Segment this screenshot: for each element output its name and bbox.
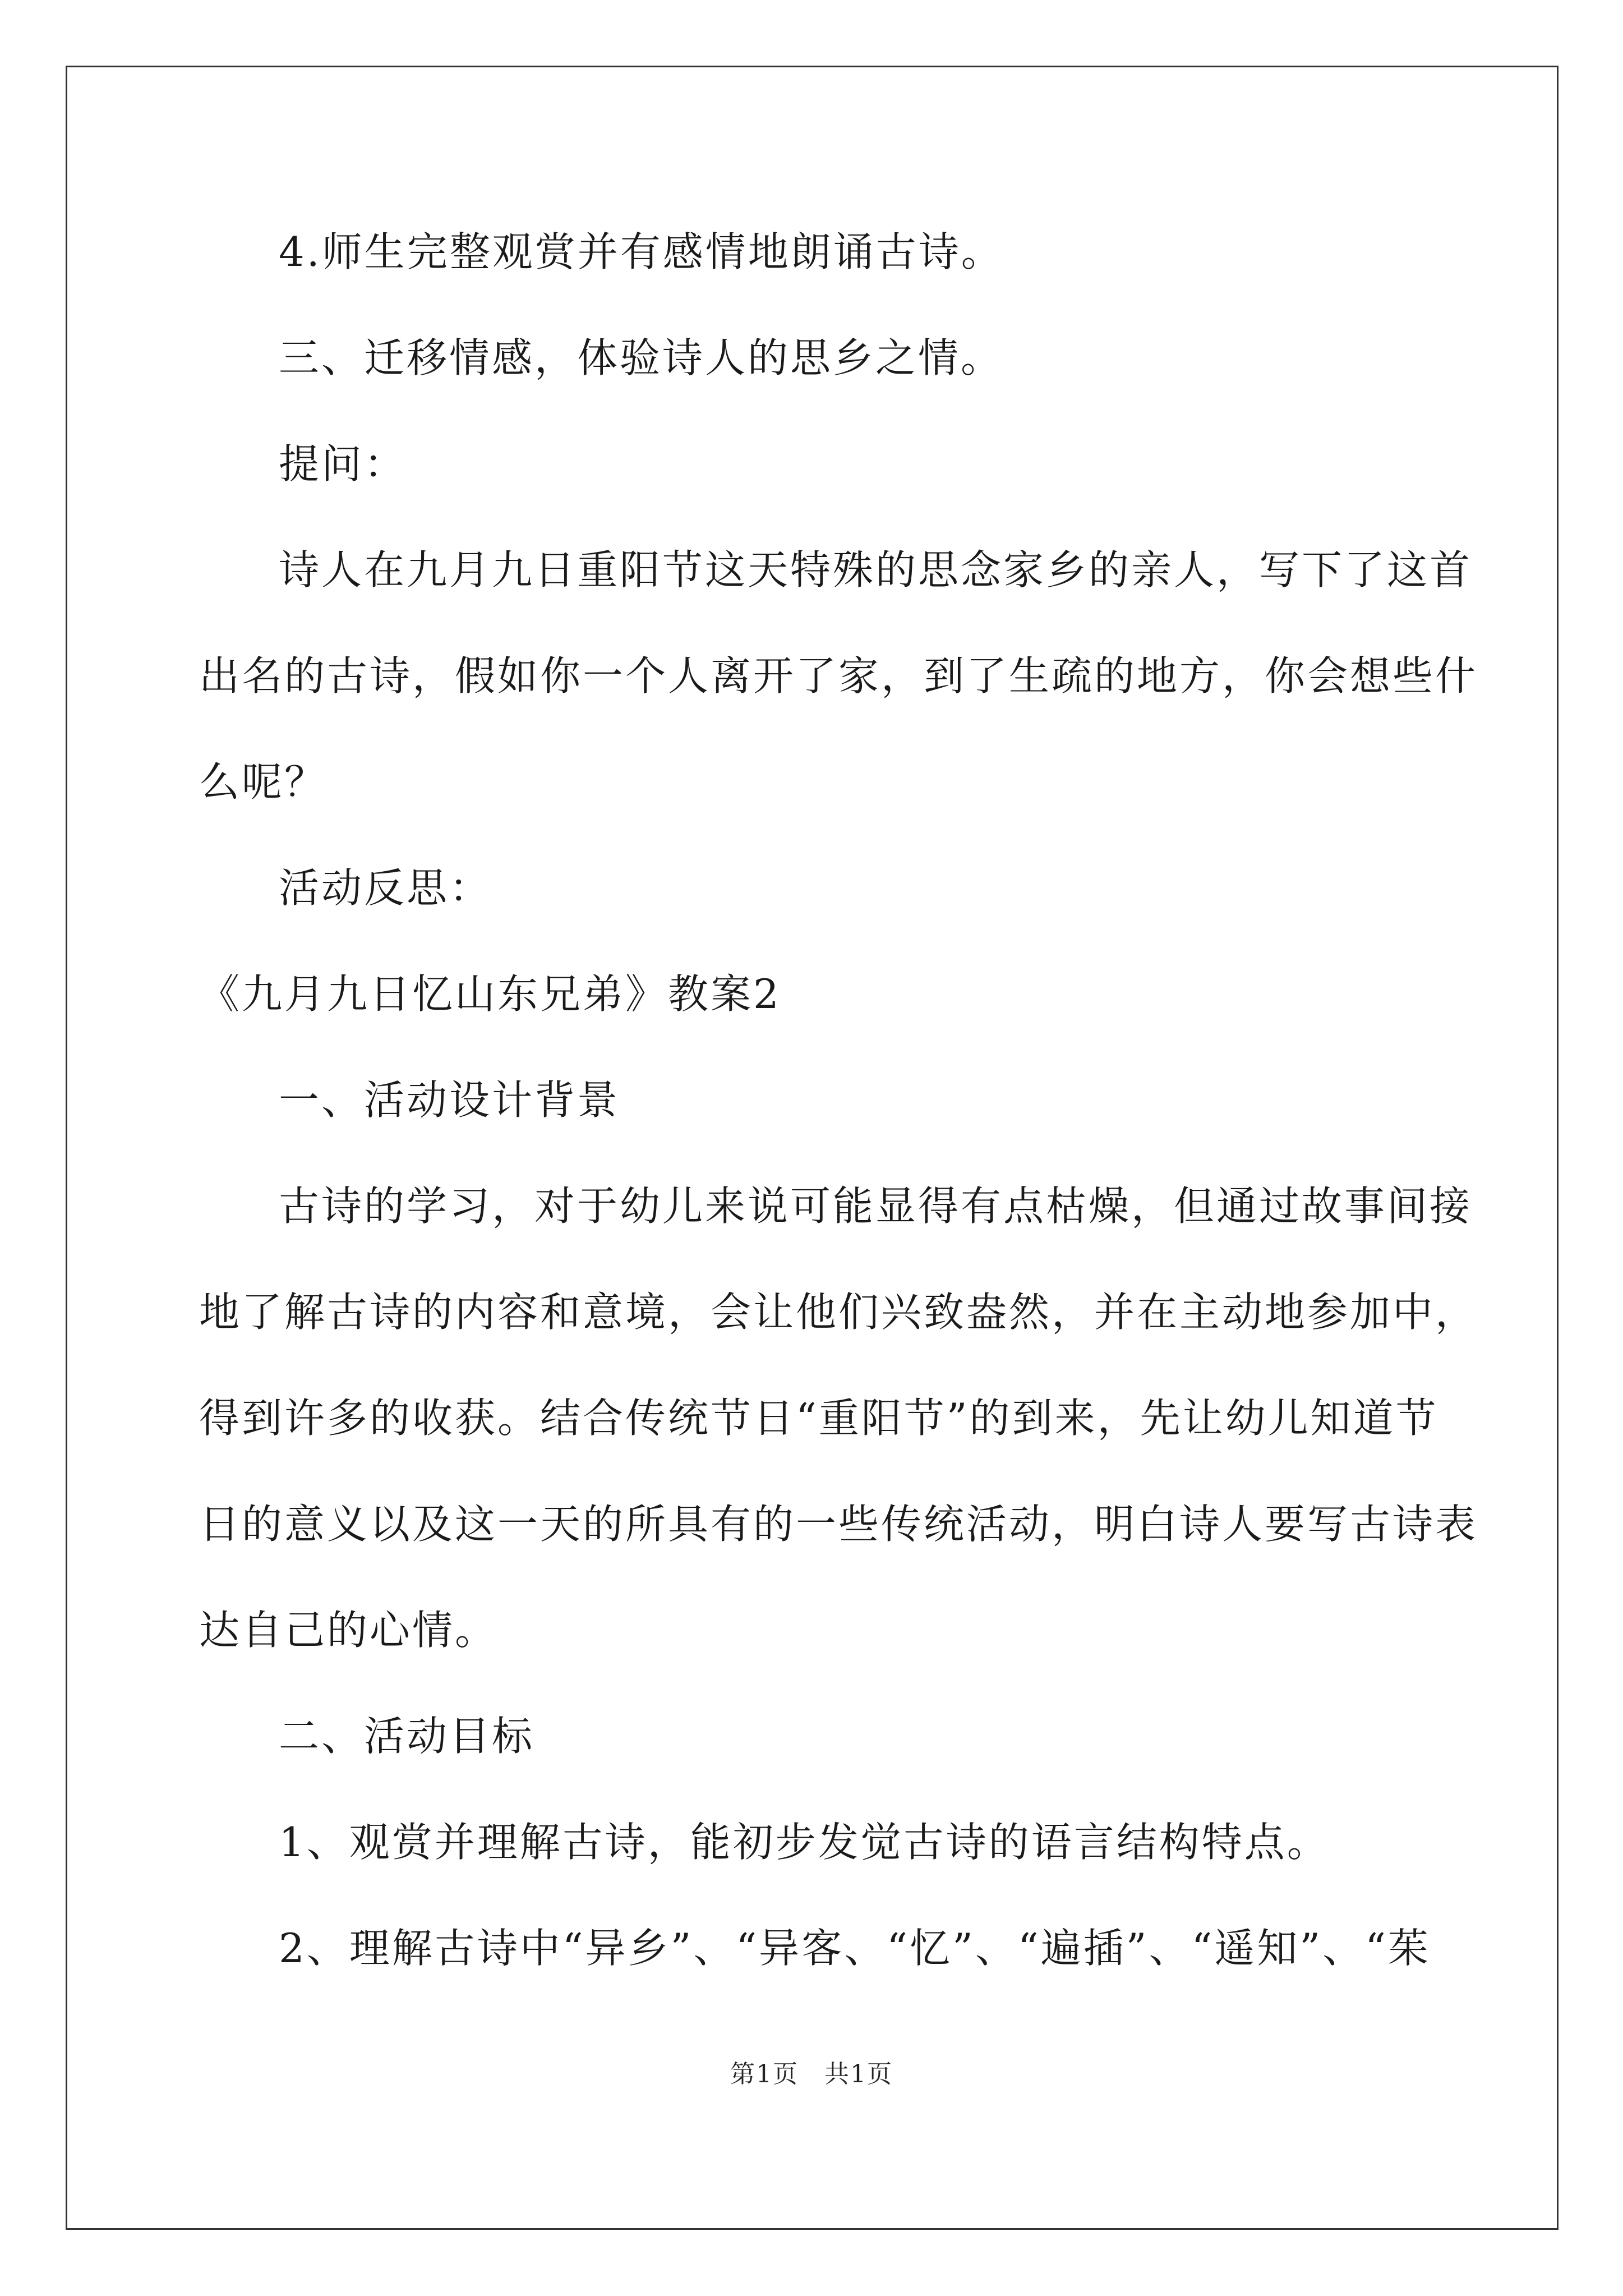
paragraph-line: 得到许多的收获。结合传统节日“重阳节”的到来，先让幼儿知道节 [199,1395,1438,1442]
paragraph-line: 古诗的学习，对于幼儿来说可能显得有点枯燥，但通过故事间接 [279,1182,1473,1230]
section-heading: 一、活动设计背景 [279,1076,620,1124]
paragraph-line: 活动反思： [279,864,492,912]
paragraph-line: 地了解古诗的内容和意境，会让他们兴致盎然，并在主动地参加中， [199,1289,1478,1336]
section-heading: 三、迁移情感，体验诗人的思乡之情。 [279,334,1004,381]
paragraph-line: 达自己的心情。 [199,1607,498,1654]
paragraph-line: 日的意义以及这一天的所具有的一些传统活动，明白诗人要写古诗表 [199,1501,1478,1548]
paragraph-line: 出名的古诗，假如你一个人离开了家，到了生疏的地方，你会想些什 [199,652,1478,700]
list-item: 2、理解古诗中“异乡”、“异客、“忆”、“遍插”、“遥知”、“茱 [279,1925,1431,1972]
page-footer: 第1页 共1页 [730,2060,893,2088]
page-border [66,66,1559,2230]
list-item: 1、观赏并理解古诗，能初步发觉古诗的语言结构特点。 [279,1819,1330,1866]
paragraph-line: 提问： [279,440,407,487]
paragraph-line: 么呢？ [199,758,328,806]
paragraph-line: 4.师生完整观赏并有感情地朗诵古诗。 [279,228,1004,275]
document-title: 《九月九日忆山东兄弟》教案2 [199,970,781,1018]
section-heading: 二、活动目标 [279,1713,535,1760]
paragraph-line: 诗人在九月九日重阳节这天特殊的思念家乡的亲人，写下了这首 [279,546,1473,593]
